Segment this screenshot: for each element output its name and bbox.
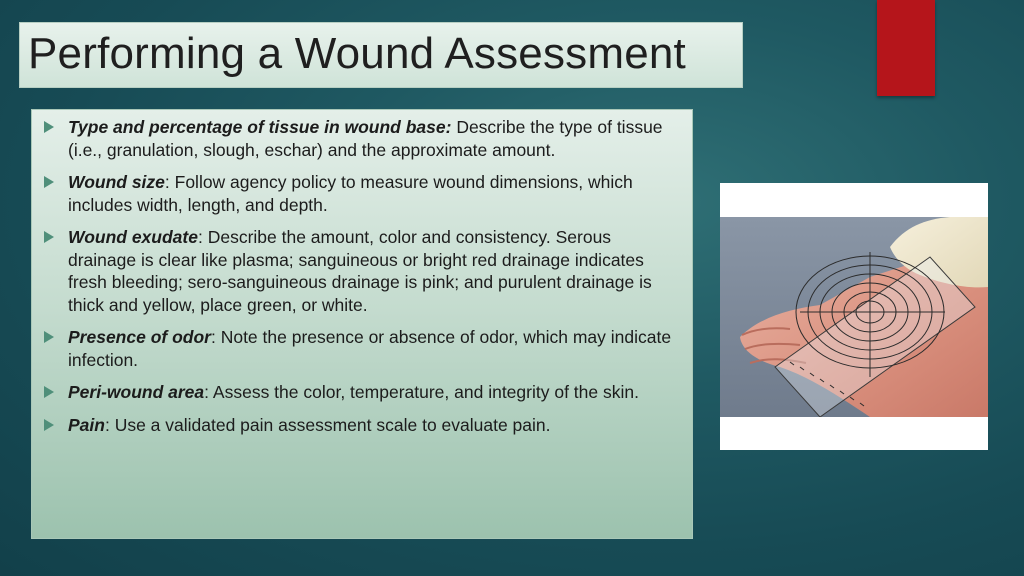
triangle-bullet-icon xyxy=(44,121,54,133)
content-box xyxy=(31,109,693,539)
slide-title: Performing a Wound Assessment xyxy=(28,29,686,78)
item-term: Pain xyxy=(68,414,105,435)
bullet-list xyxy=(32,110,692,436)
item-term: Wound exudate xyxy=(68,227,198,247)
item-description: Describe the type of tissue (i.e., granulation, slough, eschar) and the approximate amount. xyxy=(68,117,663,160)
triangle-bullet-icon xyxy=(44,386,54,398)
wound-measuring-guide-photo xyxy=(720,183,988,450)
hand-measurement-illustration xyxy=(720,217,988,417)
item-text xyxy=(68,327,671,370)
item-text xyxy=(68,227,652,315)
title-box xyxy=(19,22,743,88)
item-text xyxy=(68,117,663,160)
triangle-bullet-icon xyxy=(44,331,54,343)
list-item xyxy=(42,171,678,216)
list-item xyxy=(42,226,678,316)
item-description: : Use a validated pain assessment scale to evaluate pain. xyxy=(104,414,551,435)
item-description: : Note the presence or absence of odor, which may indicate infection. xyxy=(68,327,672,370)
red-accent-tab xyxy=(877,0,935,96)
item-term: Type and percentage of tissue in wound base: xyxy=(68,117,452,137)
triangle-bullet-icon xyxy=(44,231,54,243)
triangle-bullet-icon xyxy=(44,419,54,431)
list-item xyxy=(42,326,678,371)
list-item xyxy=(42,381,678,404)
item-description: : Assess the color, temperature, and integrity of the skin. xyxy=(204,382,639,402)
item-term: Peri-wound area xyxy=(68,382,205,402)
item-term: Wound size xyxy=(68,172,165,192)
item-text xyxy=(68,172,633,215)
triangle-bullet-icon xyxy=(44,176,54,188)
item-description: : Describe the amount, color and consistency. Serous drainage is clear like plasma; sanguineous or bright red drainage indicates fresh bleeding; sero-sanguineous drainage is pink; and purulent drainage is thick and yellow, place green, or white. xyxy=(68,227,652,315)
item-text xyxy=(68,382,639,402)
item-text xyxy=(68,415,551,435)
item-term: Presence of odor xyxy=(68,327,211,347)
list-item xyxy=(42,414,678,437)
item-description: : Follow agency policy to measure wound dimensions, which includes width, length, and depth. xyxy=(68,172,633,215)
list-item xyxy=(42,116,678,161)
